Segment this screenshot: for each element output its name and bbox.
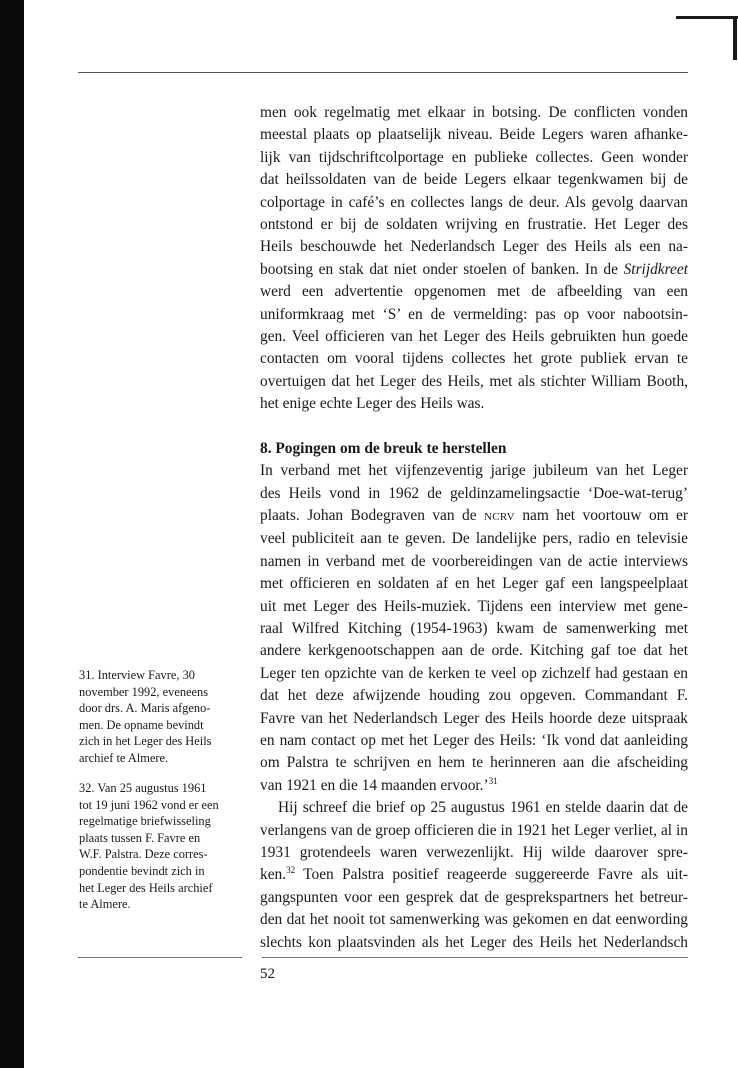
- text-line: gen. Veel officieren van het Leger des Heils gebruikten hun goede: [260, 328, 688, 346]
- text-line: colportage in café’s en collectes langs de deur. Als gevolg daarvan: [260, 193, 688, 211]
- footnote-line: zich in het Leger des Heils: [79, 734, 212, 749]
- text-line: lijk van tijdschriftcolportage en publieke collectes. Geen wonder: [260, 148, 688, 166]
- text-line: werd een advertentie opgenomen met de afbeelding van een: [260, 283, 688, 301]
- text-segment: plaats. Johan Bodegraven van de: [260, 506, 484, 524]
- footnote-line: te Almere.: [79, 897, 131, 912]
- text-line: Heils beschouwde het Nederlandsch Leger des Heils als een na-: [260, 238, 688, 256]
- crop-mark-vertical: [733, 16, 737, 60]
- text-line: om Palstra te schrijven en hem te herinneren aan die afscheiding: [260, 754, 688, 772]
- text-segment: nam het voortouw om er: [514, 506, 688, 524]
- header-rule: [78, 72, 688, 73]
- paragraph-1: [260, 102, 688, 416]
- footnote-ref-31[interactable]: 31: [488, 775, 498, 786]
- text-line: dat het deze afwijzende houding zou opgeven. Commandant F.: [260, 687, 688, 705]
- text-line: uniformkraag met ‘S’ en de vermelding: pas op voor nabootsin-: [260, 305, 688, 323]
- footnote-line: november 1992, eveneens: [79, 684, 209, 699]
- footnote-line: tot 19 juni 1962 vond er een: [79, 797, 219, 812]
- footnote-ref-32[interactable]: 32: [286, 865, 296, 876]
- footnote-line: het Leger des Heils archief: [79, 880, 213, 895]
- text-line: men ook regelmatig met elkaar in botsing. De conflicten vonden: [260, 104, 688, 121]
- text-line: [260, 775, 688, 797]
- text-segment: Toen Palstra positief reageerde suggereerde Favre als uit-: [295, 866, 688, 884]
- text-line: met officieren en soldaten af en het Leger gaf een langspeelplaat: [260, 575, 688, 593]
- paragraph-gap: [260, 416, 688, 438]
- text-line: des Heils vond in 1962 de geldinzamelingsactie ‘Doe-wat-terug’: [260, 484, 688, 502]
- journal-title-strijdkreet: Strijdkreet: [623, 260, 688, 278]
- text-segment: bootsing en stak dat niet onder stoelen of banken. In de: [260, 260, 624, 278]
- text-line: Hij schreef die brief op 25 augustus 1961 en stelde daarin dat de: [278, 799, 688, 817]
- footnote-line: plaats tussen F. Favre en: [79, 830, 201, 845]
- text-line: meestal plaats op plaatselijk niveau. Beide Legers waren afhanke-: [260, 126, 688, 144]
- text-line: raal Wilfred Kitching (1954-1963) kwam de samenwerking met: [260, 619, 688, 637]
- footnote-32: [79, 780, 243, 913]
- text-line: 1931 grotendeels waren verwezenlijkt. Hij wilde daarover spre-: [260, 844, 688, 861]
- text-line: ontstond er bij de soldaten wrijving en frustratie. Het Leger des: [260, 216, 688, 234]
- footnote-line: door drs. A. Maris afgeno-: [79, 701, 211, 716]
- text-line: overtuigen dat het Leger des Heils, met als stichter William Booth,: [260, 372, 688, 390]
- text-line: het enige echte Leger des Heils was.: [260, 395, 485, 413]
- footnote-line: men. De opname bevindt: [79, 717, 204, 732]
- footnote-line: archief te Almere.: [79, 750, 169, 765]
- text-segment: van 1921 en die 14 maanden ervoor.’: [260, 776, 489, 794]
- paragraph-2: [260, 460, 688, 797]
- footnote-line: 32. Van 25 augustus 1961: [79, 781, 207, 795]
- footnote-line: pondentie bevindt zich in: [79, 863, 205, 878]
- text-line: [260, 864, 688, 886]
- text-line: den dat het nooit tot samenwerking was gekomen en dat eenwording: [260, 911, 688, 929]
- text-line: dat heilssoldaten van de beide Legers elkaar tegenkwamen bij de: [260, 171, 688, 189]
- text-line: Leger ten opzichte van de kerken te veel op zichzelf had gestaan en: [260, 664, 688, 682]
- text-line: slechts kon plaatsvinden als het Leger des Heils het Nederlandsch: [260, 933, 688, 951]
- footnote-line: 31. Interview Favre, 30: [79, 668, 195, 682]
- text-line: contacten om vooral tijdens collectes het grote publiek ervan te: [260, 350, 688, 368]
- text-line: gangspunten voor een gesprek dat de gesprekspartners het betreur-: [260, 888, 688, 906]
- scan-edge-bar: [0, 0, 24, 1068]
- abbreviation-ncrv: NCRV: [483, 510, 515, 523]
- text-line: namen in verband met de voorbereidingen van de actie interviews: [260, 552, 688, 570]
- text-line: en nam contact op met het Leger des Heils: ‘Ik vond dat aanleiding: [260, 731, 688, 749]
- text-line: verlangens van de groep officieren die in 1921 het Leger verliet, al in: [260, 821, 688, 839]
- section-heading: 8. Pogingen om de breuk te herstellen: [260, 439, 507, 457]
- text-line: uit met Leger des Heils-muziek. Tijdens een interview met gene-: [260, 597, 688, 615]
- text-line: In verband met het vijfenzeventig jarige jubileum van het Leger: [260, 462, 688, 480]
- text-line: [260, 505, 688, 528]
- page-number: 52: [260, 966, 275, 982]
- paragraph-3: [260, 797, 688, 954]
- main-text-column: [260, 102, 688, 954]
- footer-rule-right: [262, 957, 688, 958]
- footnote-line: W.F. Palstra. Deze corres-: [79, 847, 208, 862]
- text-line: veel publiciteit aan te geven. De landelijke pers, radio en televisie: [260, 530, 688, 548]
- text-line: andere kerkgenootschappen aan de orde. Kitching gaf toe dat het: [260, 642, 688, 660]
- crop-mark-horizontal: [676, 16, 738, 19]
- text-segment: ken.: [260, 866, 287, 884]
- footnote-line: regelmatige briefwisseling: [79, 814, 211, 829]
- text-line: [260, 259, 688, 281]
- footnote-31: [79, 667, 243, 767]
- text-line: Favre van het Nederlandsch Leger des Heils hoorde deze uitspraak: [260, 709, 688, 727]
- footer-rule-left: [78, 957, 242, 958]
